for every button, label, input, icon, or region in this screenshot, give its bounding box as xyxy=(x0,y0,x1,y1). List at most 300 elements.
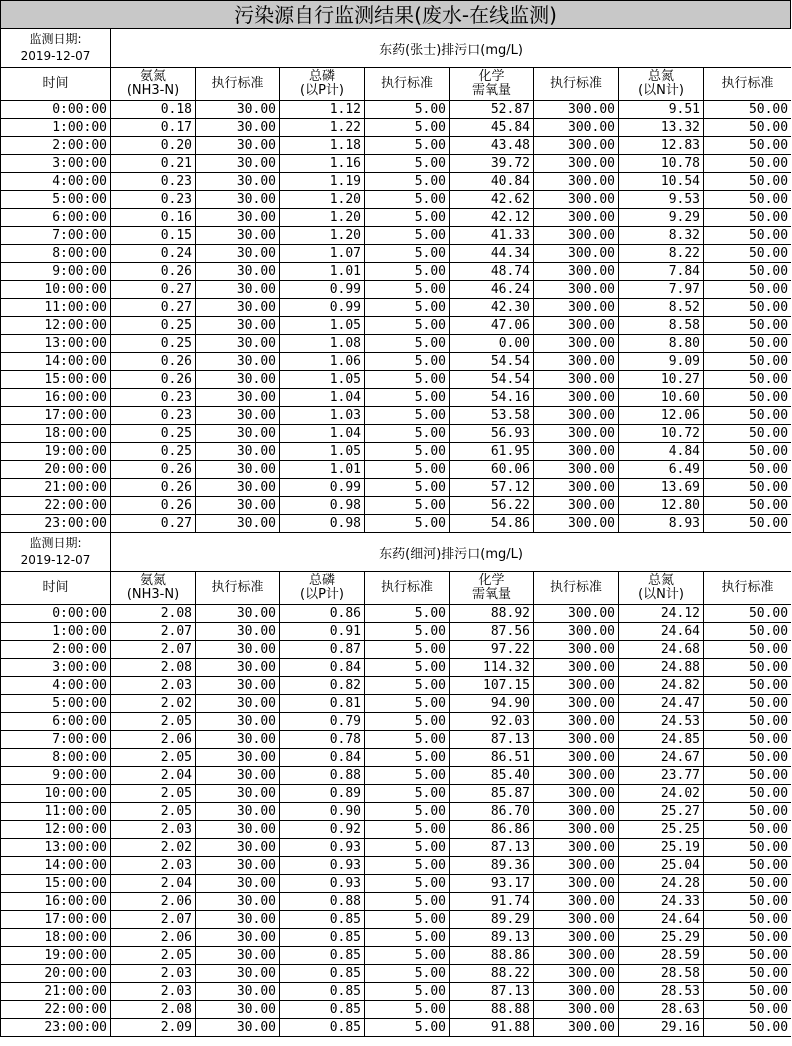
cod-cell: 89.29 xyxy=(450,911,534,929)
ammonia-standard-cell: 30.00 xyxy=(196,839,280,857)
ammonia-standard-cell: 30.00 xyxy=(196,371,280,389)
tp-cell: 1.12 xyxy=(280,101,365,119)
tp-standard-cell: 5.00 xyxy=(365,677,450,695)
tn-cell: 8.80 xyxy=(619,335,704,353)
tp-cell: 1.03 xyxy=(280,407,365,425)
time-cell: 12:00:00 xyxy=(1,821,111,839)
time-cell: 15:00:00 xyxy=(1,875,111,893)
tn-cell: 24.64 xyxy=(619,623,704,641)
tp-standard-cell: 5.00 xyxy=(365,947,450,965)
cod-standard-cell: 300.00 xyxy=(534,389,619,407)
cod-cell: 53.58 xyxy=(450,407,534,425)
tp-standard-cell: 5.00 xyxy=(365,353,450,371)
ammonia-cell: 2.07 xyxy=(111,641,196,659)
column-header-row xyxy=(1,68,792,101)
ammonia-standard-cell: 30.00 xyxy=(196,785,280,803)
table-row xyxy=(1,443,792,461)
cod-standard-cell: 300.00 xyxy=(534,371,619,389)
header-tp-unit: (以P计) xyxy=(300,587,344,602)
cod-standard-cell: 300.00 xyxy=(534,839,619,857)
time-cell: 11:00:00 xyxy=(1,299,111,317)
header-tp-unit: (以P计) xyxy=(300,83,344,98)
cod-standard-cell: 300.00 xyxy=(534,1001,619,1019)
tn-standard-cell: 50.00 xyxy=(704,659,792,677)
ammonia-standard-cell: 30.00 xyxy=(196,929,280,947)
header-total-phosphorus xyxy=(280,68,365,101)
ammonia-cell: 0.27 xyxy=(111,515,196,533)
cod-standard-cell: 300.00 xyxy=(534,623,619,641)
cod-standard-cell: 300.00 xyxy=(534,497,619,515)
tp-standard-cell: 5.00 xyxy=(365,245,450,263)
header-ammonia xyxy=(111,68,196,101)
ammonia-cell: 0.27 xyxy=(111,281,196,299)
tp-cell: 0.93 xyxy=(280,875,365,893)
tp-cell: 0.85 xyxy=(280,911,365,929)
cod-standard-cell: 300.00 xyxy=(534,155,619,173)
tn-cell: 24.53 xyxy=(619,713,704,731)
ammonia-standard-cell: 30.00 xyxy=(196,227,280,245)
ammonia-cell: 2.02 xyxy=(111,695,196,713)
tp-standard-cell: 5.00 xyxy=(365,641,450,659)
cod-standard-cell: 300.00 xyxy=(534,659,619,677)
tn-standard-cell: 50.00 xyxy=(704,479,792,497)
ammonia-cell: 0.25 xyxy=(111,425,196,443)
tp-cell: 0.92 xyxy=(280,821,365,839)
time-cell: 6:00:00 xyxy=(1,209,111,227)
tn-standard-cell: 50.00 xyxy=(704,371,792,389)
cod-cell: 41.33 xyxy=(450,227,534,245)
tp-standard-cell: 5.00 xyxy=(365,317,450,335)
cod-cell: 39.72 xyxy=(450,155,534,173)
tn-cell: 12.06 xyxy=(619,407,704,425)
cod-cell: 43.48 xyxy=(450,137,534,155)
tp-cell: 1.16 xyxy=(280,155,365,173)
ammonia-cell: 2.04 xyxy=(111,767,196,785)
tp-standard-cell: 5.00 xyxy=(365,713,450,731)
cod-cell: 52.87 xyxy=(450,101,534,119)
table-row xyxy=(1,641,792,659)
tn-cell: 8.93 xyxy=(619,515,704,533)
table-row xyxy=(1,425,792,443)
time-cell: 1:00:00 xyxy=(1,119,111,137)
cod-standard-cell: 300.00 xyxy=(534,209,619,227)
tn-cell: 8.22 xyxy=(619,245,704,263)
cod-standard-cell: 300.00 xyxy=(534,767,619,785)
table-row xyxy=(1,947,792,965)
table-row xyxy=(1,1001,792,1019)
header-tp-name: 总磷 xyxy=(308,69,335,84)
cod-cell: 0.00 xyxy=(450,335,534,353)
tp-cell: 1.20 xyxy=(280,191,365,209)
ammonia-standard-cell: 30.00 xyxy=(196,155,280,173)
ammonia-standard-cell: 30.00 xyxy=(196,965,280,983)
cod-cell: 42.30 xyxy=(450,299,534,317)
ammonia-cell: 2.03 xyxy=(111,965,196,983)
ammonia-cell: 2.04 xyxy=(111,875,196,893)
tn-cell: 8.58 xyxy=(619,317,704,335)
time-cell: 5:00:00 xyxy=(1,191,111,209)
outlet-name: 东药(张士)排污口(mg/L) xyxy=(111,29,792,68)
ammonia-cell: 2.08 xyxy=(111,1001,196,1019)
tp-cell: 0.78 xyxy=(280,731,365,749)
tn-standard-cell: 50.00 xyxy=(704,1001,792,1019)
cod-cell: 88.86 xyxy=(450,947,534,965)
time-cell: 20:00:00 xyxy=(1,461,111,479)
tp-cell: 0.85 xyxy=(280,983,365,1001)
tn-cell: 25.29 xyxy=(619,929,704,947)
tp-standard-cell: 5.00 xyxy=(365,623,450,641)
tp-standard-cell: 5.00 xyxy=(365,659,450,677)
ammonia-standard-cell: 30.00 xyxy=(196,191,280,209)
tn-standard-cell: 50.00 xyxy=(704,335,792,353)
ammonia-cell: 0.23 xyxy=(111,191,196,209)
tn-standard-cell: 50.00 xyxy=(704,821,792,839)
tn-standard-cell: 50.00 xyxy=(704,263,792,281)
tn-cell: 24.02 xyxy=(619,785,704,803)
cod-cell: 91.74 xyxy=(450,893,534,911)
time-cell: 7:00:00 xyxy=(1,227,111,245)
tp-standard-cell: 5.00 xyxy=(365,407,450,425)
cod-cell: 86.86 xyxy=(450,821,534,839)
cod-standard-cell: 300.00 xyxy=(534,803,619,821)
cod-standard-cell: 300.00 xyxy=(534,281,619,299)
tn-standard-cell: 50.00 xyxy=(704,983,792,1001)
cod-cell: 114.32 xyxy=(450,659,534,677)
time-cell: 8:00:00 xyxy=(1,245,111,263)
ammonia-standard-cell: 30.00 xyxy=(196,263,280,281)
tp-cell: 0.99 xyxy=(280,479,365,497)
cod-cell: 45.84 xyxy=(450,119,534,137)
table-row xyxy=(1,839,792,857)
table-row xyxy=(1,821,792,839)
tp-standard-cell: 5.00 xyxy=(365,209,450,227)
header-standard: 执行标准 xyxy=(534,572,619,605)
tn-standard-cell: 50.00 xyxy=(704,641,792,659)
tn-standard-cell: 50.00 xyxy=(704,209,792,227)
tn-standard-cell: 50.00 xyxy=(704,425,792,443)
time-cell: 9:00:00 xyxy=(1,767,111,785)
header-cod xyxy=(450,68,534,101)
tp-standard-cell: 5.00 xyxy=(365,425,450,443)
cod-standard-cell: 300.00 xyxy=(534,407,619,425)
tn-standard-cell: 50.00 xyxy=(704,155,792,173)
ammonia-cell: 2.07 xyxy=(111,623,196,641)
cod-cell: 92.03 xyxy=(450,713,534,731)
ammonia-cell: 2.07 xyxy=(111,911,196,929)
tn-standard-cell: 50.00 xyxy=(704,389,792,407)
tn-standard-cell: 50.00 xyxy=(704,245,792,263)
cod-cell: 87.13 xyxy=(450,731,534,749)
ammonia-standard-cell: 30.00 xyxy=(196,911,280,929)
table-row xyxy=(1,911,792,929)
cod-standard-cell: 300.00 xyxy=(534,785,619,803)
header-standard: 执行标准 xyxy=(704,68,792,101)
section-info-row xyxy=(1,533,792,572)
tn-standard-cell: 50.00 xyxy=(704,929,792,947)
time-cell: 14:00:00 xyxy=(1,857,111,875)
header-tn-name: 总氮 xyxy=(647,69,674,84)
tp-cell: 0.99 xyxy=(280,299,365,317)
tn-cell: 24.28 xyxy=(619,875,704,893)
tn-cell: 24.12 xyxy=(619,605,704,623)
tp-cell: 1.20 xyxy=(280,227,365,245)
cod-standard-cell: 300.00 xyxy=(534,695,619,713)
cod-standard-cell: 300.00 xyxy=(534,947,619,965)
table-row xyxy=(1,713,792,731)
cod-cell: 86.51 xyxy=(450,749,534,767)
header-tn-name: 总氮 xyxy=(647,573,674,588)
cod-standard-cell: 300.00 xyxy=(534,137,619,155)
tp-standard-cell: 5.00 xyxy=(365,497,450,515)
tp-cell: 1.05 xyxy=(280,317,365,335)
cod-cell: 54.54 xyxy=(450,371,534,389)
cod-cell: 87.13 xyxy=(450,983,534,1001)
table-row xyxy=(1,407,792,425)
tp-standard-cell: 5.00 xyxy=(365,731,450,749)
ammonia-cell: 2.03 xyxy=(111,983,196,1001)
ammonia-cell: 2.02 xyxy=(111,839,196,857)
ammonia-cell: 0.16 xyxy=(111,209,196,227)
tp-cell: 0.89 xyxy=(280,785,365,803)
tn-standard-cell: 50.00 xyxy=(704,353,792,371)
table-row xyxy=(1,227,792,245)
cod-standard-cell: 300.00 xyxy=(534,929,619,947)
tp-standard-cell: 5.00 xyxy=(365,281,450,299)
ammonia-standard-cell: 30.00 xyxy=(196,713,280,731)
cod-cell: 93.17 xyxy=(450,875,534,893)
tp-standard-cell: 5.00 xyxy=(365,749,450,767)
time-cell: 19:00:00 xyxy=(1,443,111,461)
tn-standard-cell: 50.00 xyxy=(704,317,792,335)
cod-standard-cell: 300.00 xyxy=(534,515,619,533)
tp-standard-cell: 5.00 xyxy=(365,857,450,875)
cod-cell: 87.56 xyxy=(450,623,534,641)
ammonia-standard-cell: 30.00 xyxy=(196,659,280,677)
header-standard: 执行标准 xyxy=(365,572,450,605)
time-cell: 4:00:00 xyxy=(1,173,111,191)
tn-standard-cell: 50.00 xyxy=(704,299,792,317)
ammonia-standard-cell: 30.00 xyxy=(196,479,280,497)
tn-standard-cell: 50.00 xyxy=(704,461,792,479)
time-cell: 17:00:00 xyxy=(1,911,111,929)
ammonia-cell: 2.05 xyxy=(111,785,196,803)
ammonia-standard-cell: 30.00 xyxy=(196,983,280,1001)
tp-cell: 0.93 xyxy=(280,857,365,875)
table-row xyxy=(1,299,792,317)
cod-cell: 86.70 xyxy=(450,803,534,821)
tp-cell: 0.98 xyxy=(280,515,365,533)
cod-standard-cell: 300.00 xyxy=(534,299,619,317)
outlet-name: 东药(细河)排污口(mg/L) xyxy=(111,533,792,572)
ammonia-standard-cell: 30.00 xyxy=(196,605,280,623)
tp-cell: 1.20 xyxy=(280,209,365,227)
tn-standard-cell: 50.00 xyxy=(704,965,792,983)
cod-cell: 85.40 xyxy=(450,767,534,785)
time-cell: 11:00:00 xyxy=(1,803,111,821)
table-row xyxy=(1,515,792,533)
cod-cell: 60.06 xyxy=(450,461,534,479)
time-cell: 13:00:00 xyxy=(1,335,111,353)
cod-cell: 42.62 xyxy=(450,191,534,209)
ammonia-standard-cell: 30.00 xyxy=(196,623,280,641)
cod-cell: 54.86 xyxy=(450,515,534,533)
tp-standard-cell: 5.00 xyxy=(365,137,450,155)
ammonia-standard-cell: 30.00 xyxy=(196,1001,280,1019)
table-row xyxy=(1,497,792,515)
table-row xyxy=(1,173,792,191)
table-row xyxy=(1,785,792,803)
tn-standard-cell: 50.00 xyxy=(704,695,792,713)
ammonia-standard-cell: 30.00 xyxy=(196,443,280,461)
table-row xyxy=(1,893,792,911)
table-row xyxy=(1,875,792,893)
tp-standard-cell: 5.00 xyxy=(365,767,450,785)
ammonia-standard-cell: 30.00 xyxy=(196,515,280,533)
cod-cell: 61.95 xyxy=(450,443,534,461)
header-tn-unit: (以N计) xyxy=(638,587,684,602)
date-label: 监测日期: xyxy=(29,536,82,550)
ammonia-standard-cell: 30.00 xyxy=(196,677,280,695)
tp-cell: 1.05 xyxy=(280,443,365,461)
time-cell: 21:00:00 xyxy=(1,983,111,1001)
ammonia-cell: 2.05 xyxy=(111,947,196,965)
tn-standard-cell: 50.00 xyxy=(704,443,792,461)
tp-standard-cell: 5.00 xyxy=(365,389,450,407)
header-cod-line1: 化学 xyxy=(478,573,505,588)
tn-cell: 25.25 xyxy=(619,821,704,839)
tp-standard-cell: 5.00 xyxy=(365,605,450,623)
cod-cell: 46.24 xyxy=(450,281,534,299)
cod-cell: 85.87 xyxy=(450,785,534,803)
tn-standard-cell: 50.00 xyxy=(704,911,792,929)
header-time: 时间 xyxy=(1,572,111,605)
ammonia-cell: 2.03 xyxy=(111,857,196,875)
tp-cell: 0.85 xyxy=(280,1001,365,1019)
tp-standard-cell: 5.00 xyxy=(365,821,450,839)
monitoring-table xyxy=(0,28,791,1037)
header-tn-unit: (以N计) xyxy=(638,83,684,98)
tp-cell: 0.93 xyxy=(280,839,365,857)
cod-cell: 94.90 xyxy=(450,695,534,713)
tp-standard-cell: 5.00 xyxy=(365,1019,450,1037)
ammonia-cell: 0.20 xyxy=(111,137,196,155)
ammonia-standard-cell: 30.00 xyxy=(196,803,280,821)
time-cell: 12:00:00 xyxy=(1,317,111,335)
tn-cell: 24.64 xyxy=(619,911,704,929)
tp-standard-cell: 5.00 xyxy=(365,695,450,713)
table-row xyxy=(1,101,792,119)
cod-cell: 54.16 xyxy=(450,389,534,407)
tn-standard-cell: 50.00 xyxy=(704,137,792,155)
cod-standard-cell: 300.00 xyxy=(534,101,619,119)
cod-cell: 42.12 xyxy=(450,209,534,227)
tn-cell: 4.84 xyxy=(619,443,704,461)
time-cell: 19:00:00 xyxy=(1,947,111,965)
tp-cell: 1.01 xyxy=(280,461,365,479)
time-cell: 6:00:00 xyxy=(1,713,111,731)
ammonia-cell: 2.05 xyxy=(111,713,196,731)
cod-standard-cell: 300.00 xyxy=(534,335,619,353)
cod-standard-cell: 300.00 xyxy=(534,677,619,695)
tn-cell: 25.04 xyxy=(619,857,704,875)
cod-standard-cell: 300.00 xyxy=(534,443,619,461)
tn-cell: 9.53 xyxy=(619,191,704,209)
tn-cell: 8.32 xyxy=(619,227,704,245)
ammonia-cell: 0.26 xyxy=(111,371,196,389)
table-row xyxy=(1,155,792,173)
tn-cell: 24.33 xyxy=(619,893,704,911)
report-title: 污染源自行监测结果(废水-在线监测) xyxy=(0,0,791,28)
time-cell: 7:00:00 xyxy=(1,731,111,749)
time-cell: 2:00:00 xyxy=(1,137,111,155)
tp-standard-cell: 5.00 xyxy=(365,155,450,173)
tp-cell: 1.04 xyxy=(280,389,365,407)
section-info-row xyxy=(1,29,792,68)
time-cell: 22:00:00 xyxy=(1,1001,111,1019)
ammonia-standard-cell: 30.00 xyxy=(196,119,280,137)
header-total-nitrogen xyxy=(619,68,704,101)
table-row xyxy=(1,749,792,767)
tp-standard-cell: 5.00 xyxy=(365,911,450,929)
time-cell: 18:00:00 xyxy=(1,929,111,947)
tp-cell: 0.85 xyxy=(280,965,365,983)
tn-standard-cell: 50.00 xyxy=(704,857,792,875)
tn-standard-cell: 50.00 xyxy=(704,803,792,821)
header-time: 时间 xyxy=(1,68,111,101)
tp-cell: 1.05 xyxy=(280,371,365,389)
time-cell: 5:00:00 xyxy=(1,695,111,713)
time-cell: 8:00:00 xyxy=(1,749,111,767)
ammonia-standard-cell: 30.00 xyxy=(196,389,280,407)
tp-standard-cell: 5.00 xyxy=(365,371,450,389)
cod-cell: 89.13 xyxy=(450,929,534,947)
ammonia-standard-cell: 30.00 xyxy=(196,641,280,659)
tp-standard-cell: 5.00 xyxy=(365,479,450,497)
tn-standard-cell: 50.00 xyxy=(704,731,792,749)
ammonia-cell: 0.26 xyxy=(111,353,196,371)
cod-standard-cell: 300.00 xyxy=(534,227,619,245)
ammonia-cell: 2.08 xyxy=(111,659,196,677)
ammonia-cell: 0.23 xyxy=(111,407,196,425)
ammonia-standard-cell: 30.00 xyxy=(196,947,280,965)
ammonia-cell: 0.25 xyxy=(111,443,196,461)
tn-cell: 7.84 xyxy=(619,263,704,281)
ammonia-cell: 0.25 xyxy=(111,317,196,335)
ammonia-cell: 0.26 xyxy=(111,461,196,479)
tp-standard-cell: 5.00 xyxy=(365,173,450,191)
tn-standard-cell: 50.00 xyxy=(704,515,792,533)
time-cell: 18:00:00 xyxy=(1,425,111,443)
tn-cell: 10.27 xyxy=(619,371,704,389)
tp-cell: 0.84 xyxy=(280,659,365,677)
monitoring-date xyxy=(1,29,111,68)
cod-cell: 88.22 xyxy=(450,965,534,983)
header-tp-name: 总磷 xyxy=(308,573,335,588)
tp-standard-cell: 5.00 xyxy=(365,461,450,479)
table-row xyxy=(1,191,792,209)
header-total-nitrogen xyxy=(619,572,704,605)
tp-cell: 0.82 xyxy=(280,677,365,695)
table-row xyxy=(1,335,792,353)
table-row xyxy=(1,389,792,407)
time-cell: 13:00:00 xyxy=(1,839,111,857)
tp-standard-cell: 5.00 xyxy=(365,227,450,245)
ammonia-standard-cell: 30.00 xyxy=(196,137,280,155)
tp-cell: 1.18 xyxy=(280,137,365,155)
tn-standard-cell: 50.00 xyxy=(704,101,792,119)
ammonia-standard-cell: 30.00 xyxy=(196,281,280,299)
tn-cell: 13.69 xyxy=(619,479,704,497)
